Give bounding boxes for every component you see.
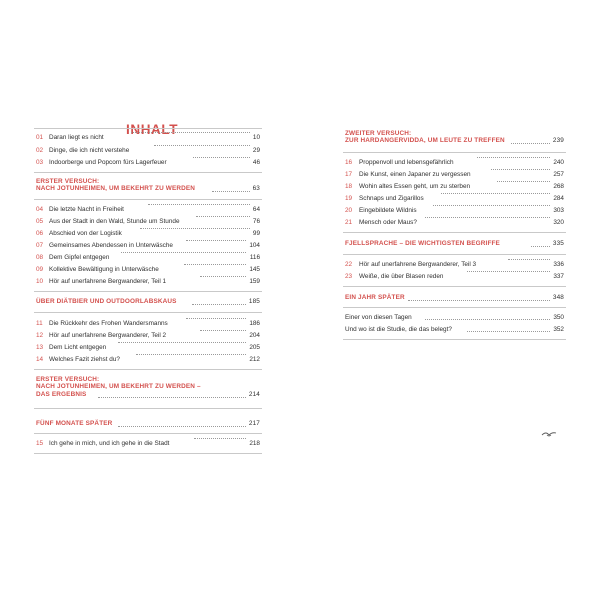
chapter-title: Weiße, die über Blasen reden: [359, 273, 444, 280]
page-number: 185: [248, 298, 260, 305]
chapter-title: Dinge, die ich nicht verstehe: [49, 147, 130, 154]
page-number: 239: [552, 137, 564, 145]
toc-entry[interactable]: [345, 326, 564, 333]
chapter-number: 16: [345, 159, 353, 166]
chapter-number: 12: [36, 332, 44, 339]
leader-dots: [511, 143, 550, 144]
chapter-title: Indoorberge und Popcorn fürs Lagerfeuer: [49, 159, 167, 166]
page-number: 336: [553, 261, 564, 268]
leader-dots: [136, 354, 246, 355]
leader-dots: [425, 217, 550, 218]
leader-dots: [212, 191, 250, 192]
leader-dots: [121, 252, 246, 253]
chapter-number: 03: [36, 159, 44, 166]
chapter-number: 05: [36, 218, 44, 225]
page-number: 240: [553, 159, 564, 166]
section-line: FJELLSPRACHE – DIE WICHTIGSTEN BEGRIFFE: [345, 240, 500, 247]
toc-section[interactable]: [36, 376, 260, 400]
divider: [34, 433, 262, 434]
page-number: 159: [249, 278, 260, 285]
chapter-number: 17: [345, 171, 353, 178]
chapter-title: Dem Gipfel entgegen: [49, 254, 110, 261]
leader-dots: [194, 438, 246, 439]
chapter-number: 21: [345, 219, 353, 226]
chapter-title: Aus der Stadt in den Wald, Stunde um Stunde: [49, 218, 180, 225]
leader-dots: [531, 246, 550, 247]
page-number: 218: [249, 440, 260, 447]
chapter-number: 09: [36, 266, 44, 273]
chapter-title: Hör auf unerfahrene Bergwanderer, Teil 1: [49, 278, 167, 285]
page-number: 217: [248, 420, 260, 427]
leader-dots: [433, 205, 550, 206]
chapter-title: Die Kunst, einen Japaner zu vergessen: [359, 171, 471, 178]
page-number: 104: [249, 242, 260, 249]
leader-dots: [98, 397, 246, 398]
section-line: ERSTER VERSUCH:: [36, 178, 100, 185]
leader-dots: [186, 318, 246, 319]
page-number: 303: [553, 207, 564, 214]
bird-icon: [541, 430, 557, 438]
entry-title: Einer von diesen Tagen: [345, 314, 412, 321]
chapter-title: Ich gehe in mich, und ich gehe in die Stadt: [49, 440, 170, 447]
chapter-number: 01: [36, 134, 44, 141]
divider: [34, 312, 262, 313]
chapter-title: Hör auf unerfahrene Bergwanderer, Teil 2: [49, 332, 167, 339]
chapter-number: 15: [36, 440, 44, 447]
divider: [343, 339, 566, 340]
divider: [34, 291, 262, 292]
divider: [343, 232, 566, 233]
toc-heading: INHALT: [126, 122, 179, 138]
page-number: 10: [252, 134, 260, 141]
section-line: NACH JOTUNHEIMEN, UM BEKEHRT ZU WERDEN: [36, 185, 196, 193]
chapter-number: 13: [36, 344, 44, 351]
toc-section[interactable]: [345, 294, 564, 302]
leader-dots: [467, 331, 550, 332]
chapter-title: Schnaps und Zigarillos: [359, 195, 424, 202]
chapter-title: Eingebildete Wildnis: [359, 207, 417, 214]
page-number: 257: [553, 171, 564, 178]
leader-dots: [425, 319, 550, 320]
divider: [34, 453, 262, 454]
leader-dots: [118, 426, 246, 427]
page-number: 268: [553, 183, 564, 190]
chapter-number: 23: [345, 273, 353, 280]
page-number: 64: [252, 206, 260, 213]
page-number: 212: [249, 356, 260, 363]
section-line: FÜNF MONATE SPÄTER: [36, 420, 113, 427]
chapter-title: Gemeinsames Abendessen in Unterwäsche: [49, 242, 173, 249]
page-number: 350: [553, 314, 564, 321]
chapter-number: 22: [345, 261, 353, 268]
chapter-number: 08: [36, 254, 44, 261]
chapter-number: 07: [36, 242, 44, 249]
chapter-title: Hör auf unerfahrene Bergwanderer, Teil 3: [359, 261, 477, 268]
leader-dots: [441, 193, 550, 194]
chapter-number: 10: [36, 278, 44, 285]
chapter-title: Dem Licht entgegen: [49, 344, 107, 351]
section-line: ZUR HARDANGERVIDDA, UM LEUTE ZU TREFFEN: [345, 137, 505, 145]
chapter-number: 02: [36, 147, 44, 154]
leader-dots: [186, 240, 246, 241]
divider: [343, 286, 566, 287]
leader-dots: [196, 216, 250, 217]
chapter-title: Die Rückkehr des Frohen Wandersmanns: [49, 320, 168, 327]
entry-title: Und wo ist die Studie, die das belegt?: [345, 326, 452, 333]
chapter-number: 11: [36, 320, 43, 327]
section-line: EIN JAHR SPÄTER: [345, 294, 405, 301]
chapter-title: Proppenvoll und lebensgefährlich: [359, 159, 454, 166]
page-number: 204: [249, 332, 260, 339]
chapter-title: Wohin altes Essen geht, um zu sterben: [359, 183, 471, 190]
chapter-title: Kollektive Bewältigung in Unterwäsche: [49, 266, 159, 273]
section-line: ZWEITER VERSUCH:: [345, 130, 412, 137]
chapter-number: 20: [345, 207, 353, 214]
page-number: 337: [553, 273, 564, 280]
page-number: 99: [252, 230, 260, 237]
divider: [34, 172, 262, 173]
page-number: 335: [552, 240, 564, 247]
divider: [34, 128, 262, 129]
leader-dots: [200, 276, 246, 277]
divider: [34, 369, 262, 370]
page-number: 46: [252, 159, 260, 166]
chapter-title: Die letzte Nacht in Freiheit: [49, 206, 124, 213]
leader-dots: [408, 300, 550, 301]
leader-dots: [192, 304, 246, 305]
leader-dots: [118, 342, 246, 343]
page-number: 284: [553, 195, 564, 202]
page-number: 29: [252, 147, 260, 154]
chapter-title: Abschied von der Logistik: [49, 230, 122, 237]
toc-section[interactable]: [36, 298, 260, 306]
divider: [343, 307, 566, 308]
leader-dots: [467, 271, 550, 272]
toc-section[interactable]: [36, 178, 260, 194]
chapter-number: 04: [36, 206, 44, 213]
chapter-title: Mensch oder Maus?: [359, 219, 417, 226]
page-number: 63: [252, 185, 260, 193]
divider: [343, 254, 566, 255]
divider: [34, 408, 262, 409]
page-number: 116: [249, 254, 260, 261]
chapter-number: 06: [36, 230, 44, 237]
chapter-number: 18: [345, 183, 353, 190]
leader-dots: [200, 330, 246, 331]
leader-dots: [131, 132, 250, 133]
page-number: 186: [249, 320, 260, 327]
page-number: 214: [248, 390, 260, 398]
toc-section[interactable]: [36, 420, 260, 428]
toc-section[interactable]: [345, 130, 564, 146]
leader-dots: [184, 264, 246, 265]
page-number: 205: [249, 344, 260, 351]
section-line: ERSTER VERSUCH:: [36, 376, 100, 383]
leader-dots: [140, 228, 250, 229]
divider: [34, 199, 262, 200]
leader-dots: [508, 259, 550, 260]
leader-dots: [477, 157, 550, 158]
leader-dots: [148, 204, 250, 205]
chapter-title: Daran liegt es nicht: [49, 134, 104, 141]
leader-dots: [193, 157, 250, 158]
chapter-number: 14: [36, 356, 44, 363]
section-line: DAS ERGEBNIS: [36, 390, 87, 398]
leader-dots: [491, 169, 550, 170]
section-line: ÜBER DIÄTBIER UND OUTDOORLABSKAUS: [36, 298, 177, 305]
page-number: 348: [552, 294, 564, 301]
chapter-title: Welches Fazit ziehst du?: [49, 356, 120, 363]
page-number: 145: [249, 266, 260, 273]
toc-section[interactable]: [345, 240, 564, 248]
toc-entry[interactable]: [345, 314, 564, 321]
leader-dots: [497, 181, 550, 182]
page-number: 352: [553, 326, 564, 333]
leader-dots: [154, 145, 250, 146]
divider: [343, 152, 566, 153]
page-number: 320: [553, 219, 564, 226]
chapter-number: 19: [345, 195, 353, 202]
section-line: NACH JOTUNHEIMEN, UM BEKEHRT ZU WERDEN –: [36, 383, 201, 391]
page-number: 76: [252, 218, 260, 225]
